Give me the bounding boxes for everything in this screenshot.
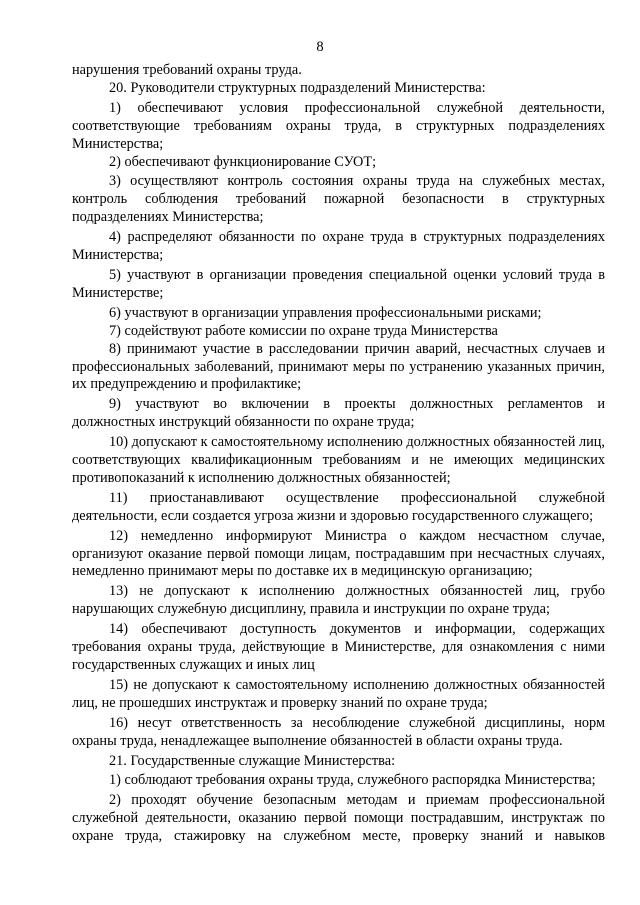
list-item-20-3: 3) осуществляют контроль состояния охраны труда на служебных местах, контроль соблюдения требований пожарной безопасности в структурных подразделениях Министерства; <box>72 173 605 226</box>
list-item-20-4: 4) распределяют обязанности по охране труда в структурных подразделениях Министерства; <box>72 229 605 264</box>
list-item-20-11: 11) приостанавливают осуществление профессиональной служебной деятельности, если создается угроза жизни и здоровью государственного служащего; <box>72 489 605 524</box>
paragraph-continuation: нарушения требований охраны труда. <box>72 62 302 78</box>
section-heading-20: 20. Руководители структурных подразделений Министерства: <box>109 79 486 96</box>
list-item-21-1: 1) соблюдают требования охраны труда, служебного распорядка Министерства; <box>109 772 596 789</box>
list-item-20-10: 10) допускают к самостоятельному исполнению должностных обязанностей лиц, соответствующих квалификационным требованиям и не имеющих медицинских противопоказаний к исполнению должностных обязанностей; <box>72 434 605 486</box>
list-item-20-15: 15) не допускают к самостоятельному исполнению должностных обязанностей лиц, не прошедших инструктаж и проверку знаний по охране труда; <box>72 676 605 711</box>
section-heading-21: 21. Государственные служащие Министерства: <box>109 752 396 769</box>
list-item-20-7: 7) содействуют работе комиссии по охране труда Министерства <box>109 322 498 339</box>
list-item-20-6: 6) участвуют в организации управления профессиональными рисками; <box>109 304 542 321</box>
list-item-20-14: 14) обеспечивают доступность документов и информации, содержащих требования охраны труда, действующие в Министерстве, для ознакомления с ними государственных служащих и иных лиц <box>72 621 605 673</box>
list-item-20-12: 12) немедленно информируют Министра о каждом несчастном случае, организуют оказание первой помощи лицам, пострадавшим при несчастных случаях, немедленно принимают меры по доставке их в медицинскую организацию; <box>72 527 605 580</box>
list-item-20-9: 9) участвуют во включении в проекты должностных регламентов и должностных инструкций обязанности по охране труда; <box>72 396 605 431</box>
list-item-20-16: 16) несут ответственность за несоблюдение служебной дисциплины, норм охраны труда, ненадлежащее выполнение обязанностей в области охраны труда. <box>72 714 605 749</box>
list-item-20-8: 8) принимают участие в расследовании причин аварий, несчастных случаев и профессиональных заболеваний, принимают меры по устранению указанных причин, их предупреждению и профилактике; <box>72 340 605 393</box>
list-item-21-2: 2) проходят обучение безопасным методам и приемам профессиональной служебной деятельности, оказанию первой помощи пострадавшим, инструктаж по охране труда, стажировку на служебном месте, проверку знаний и навыков <box>72 792 605 845</box>
list-item-20-2: 2) обеспечивают функционирование СУОТ; <box>109 153 377 170</box>
list-item-20-1: 1) обеспечивают условия профессиональной служебной деятельности, соответствующие требованиям охраны труда, в структурных подразделениях Министерства; <box>72 99 605 152</box>
list-item-20-5: 5) участвуют в организации проведения специальной оценки условий труда в Министерстве; <box>72 266 605 301</box>
document-body <box>72 62 605 846</box>
page-number: 8 <box>316 39 324 55</box>
list-item-20-13: 13) не допускают к исполнению должностных обязанностей лиц, грубо нарушающих служебную дисциплину, правила и инструкции по охране труда; <box>72 583 605 618</box>
